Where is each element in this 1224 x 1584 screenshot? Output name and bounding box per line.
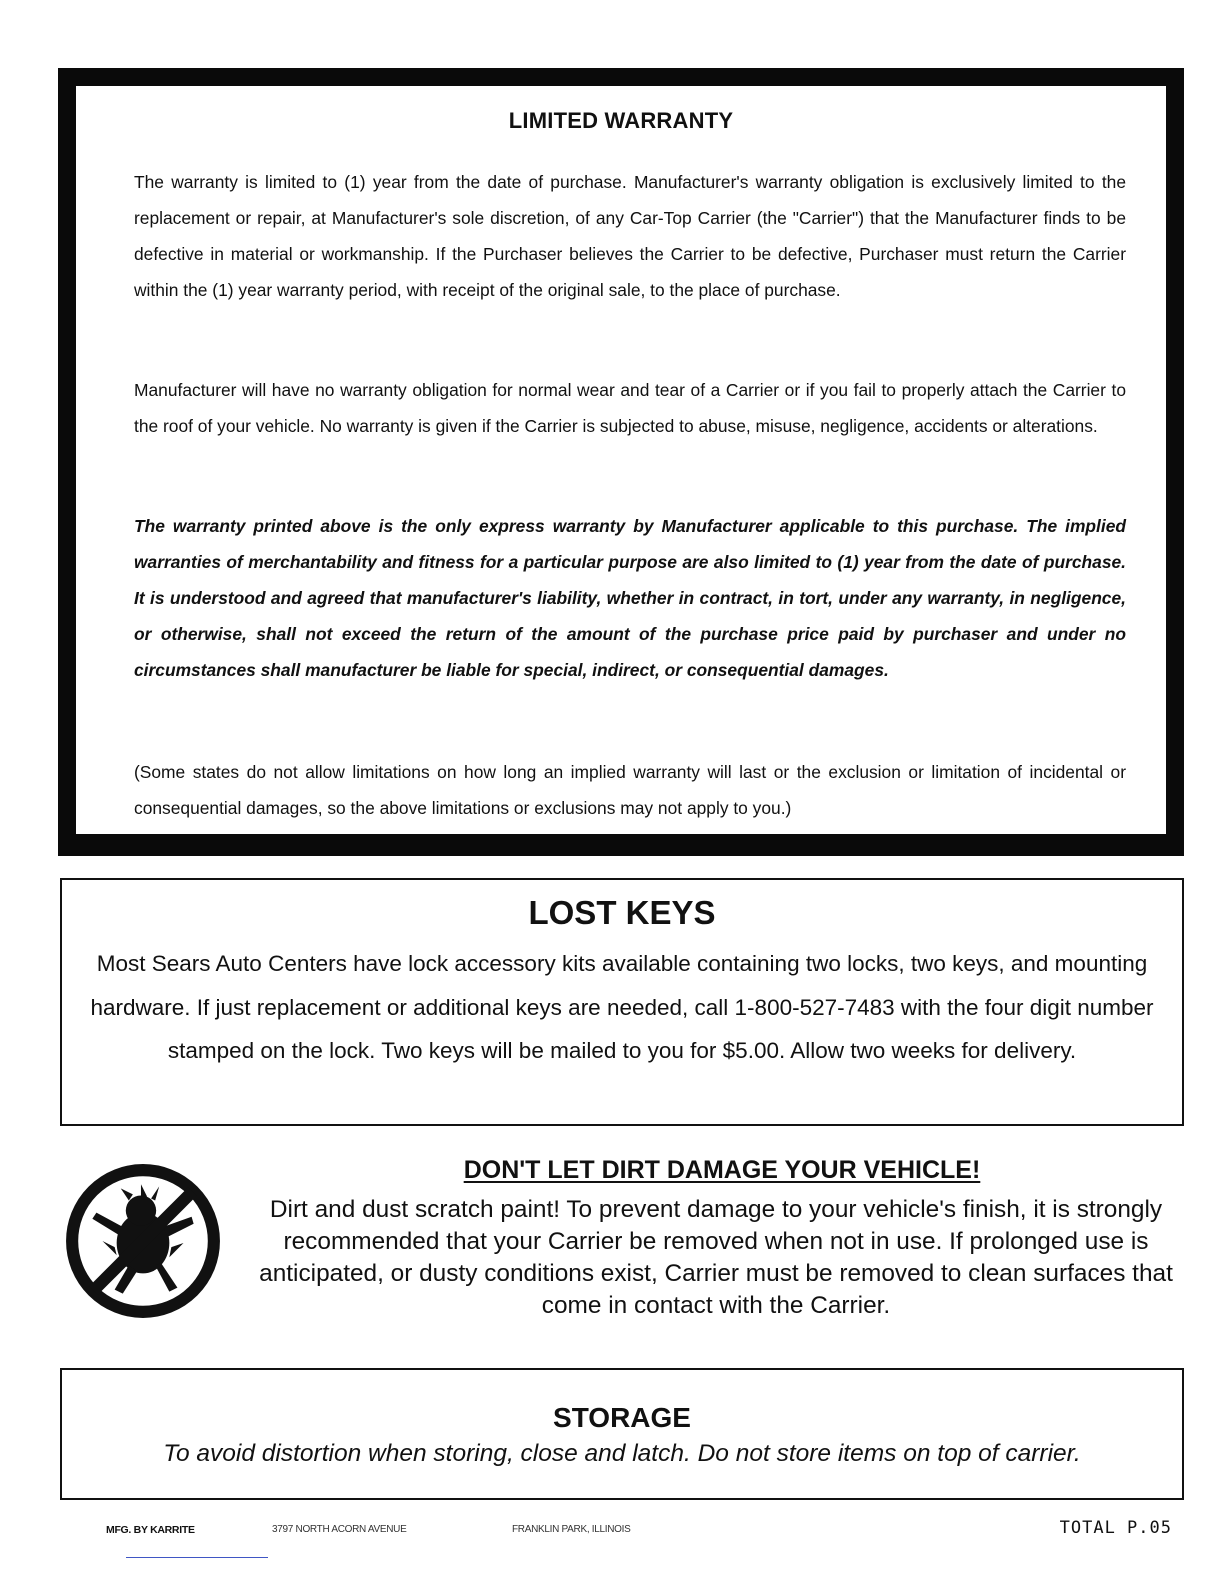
footer-manufacturer: MFG. BY KARRITE xyxy=(106,1524,195,1536)
storage-body: To avoid distortion when storing, close and latch. Do not store items on top of carrier. xyxy=(163,1440,1081,1467)
warranty-paragraph-disclaimer: The warranty printed above is the only express warranty by Manufacturer applicable to this purchase. The implied warranties of merchantability and fitness for a particular purpose are also limited to (1) year from the date of purchase. It is understood and agreed that manufacturer's liability, whether in contract, in tort, under any warranty, in negligence, or otherwise, shall not exceed the return of the amount of the purchase price paid by purchaser and under no circumstances shall manufacturer be liable for special, indirect, or consequential damages. xyxy=(134,516,1126,680)
dirt-warning-title: DON'T LET DIRT DAMAGE YOUR VEHICLE! xyxy=(463,1156,981,1184)
warranty-paragraph-state-note: (Some states do not allow limitations on how long an implied warranty will last or the exclusion or limitation of incidental or consequential damages, so the above limitations or exclusions may not apply to you.) xyxy=(134,762,1126,818)
lost-keys-title: LOST KEYS xyxy=(528,894,716,931)
warranty-title: LIMITED WARRANTY xyxy=(508,108,734,133)
fax-page-total: TOTAL P.05 xyxy=(1059,1518,1172,1538)
footer-divider xyxy=(126,1557,268,1558)
dirt-warning-body: Dirt and dust scratch paint! To prevent damage to your vehicle's finish, it is strongly recommended that your Carrier be removed when not in use. If prolonged use is anticipated, or dusty conditions exist, Carrier must be removed to clean surfaces that come in contact with the Carrier. xyxy=(259,1196,1173,1319)
lost-keys-body: Most Sears Auto Centers have lock accessory kits available containing two locks, two keys, and mounting hardware. If just replacement or additional keys are needed, call 1-800-527-7483 with the four digit number stamped on the lock. Two keys will be mailed to you for $5.00. Allow two weeks for delivery. xyxy=(90,951,1154,1063)
footer-address: 3797 NORTH ACORN AVENUE xyxy=(272,1524,407,1535)
limited-warranty-panel xyxy=(58,68,1184,856)
lost-keys-panel xyxy=(60,878,1184,1126)
storage-panel xyxy=(60,1368,1184,1500)
storage-title: STORAGE xyxy=(553,1402,691,1433)
warranty-paragraph-exclusions: Manufacturer will have no warranty obligation for normal wear and tear of a Carrier or if you fail to properly attach the Carrier to the roof of your vehicle. No warranty is given if the Carrier is subjected to abuse, misuse, negligence, accidents or alterations. xyxy=(134,380,1126,436)
no-dirt-icon xyxy=(62,1160,224,1322)
warranty-paragraph-terms: The warranty is limited to (1) year from the date of purchase. Manufacturer's warranty obligation is exclusively limited to the replacement or repair, at Manufacturer's sole discretion, of any Car-Top Carrier (the "Carrier") that the Manufacturer finds to be defective in material or workmanship. If the Purchaser believes the Carrier to be defective, Purchaser must return the Carrier within the (1) year warranty period, with receipt of the original sale, to the place of purchase. xyxy=(134,172,1126,300)
footer-city: FRANKLIN PARK, ILLINOIS xyxy=(512,1524,631,1535)
